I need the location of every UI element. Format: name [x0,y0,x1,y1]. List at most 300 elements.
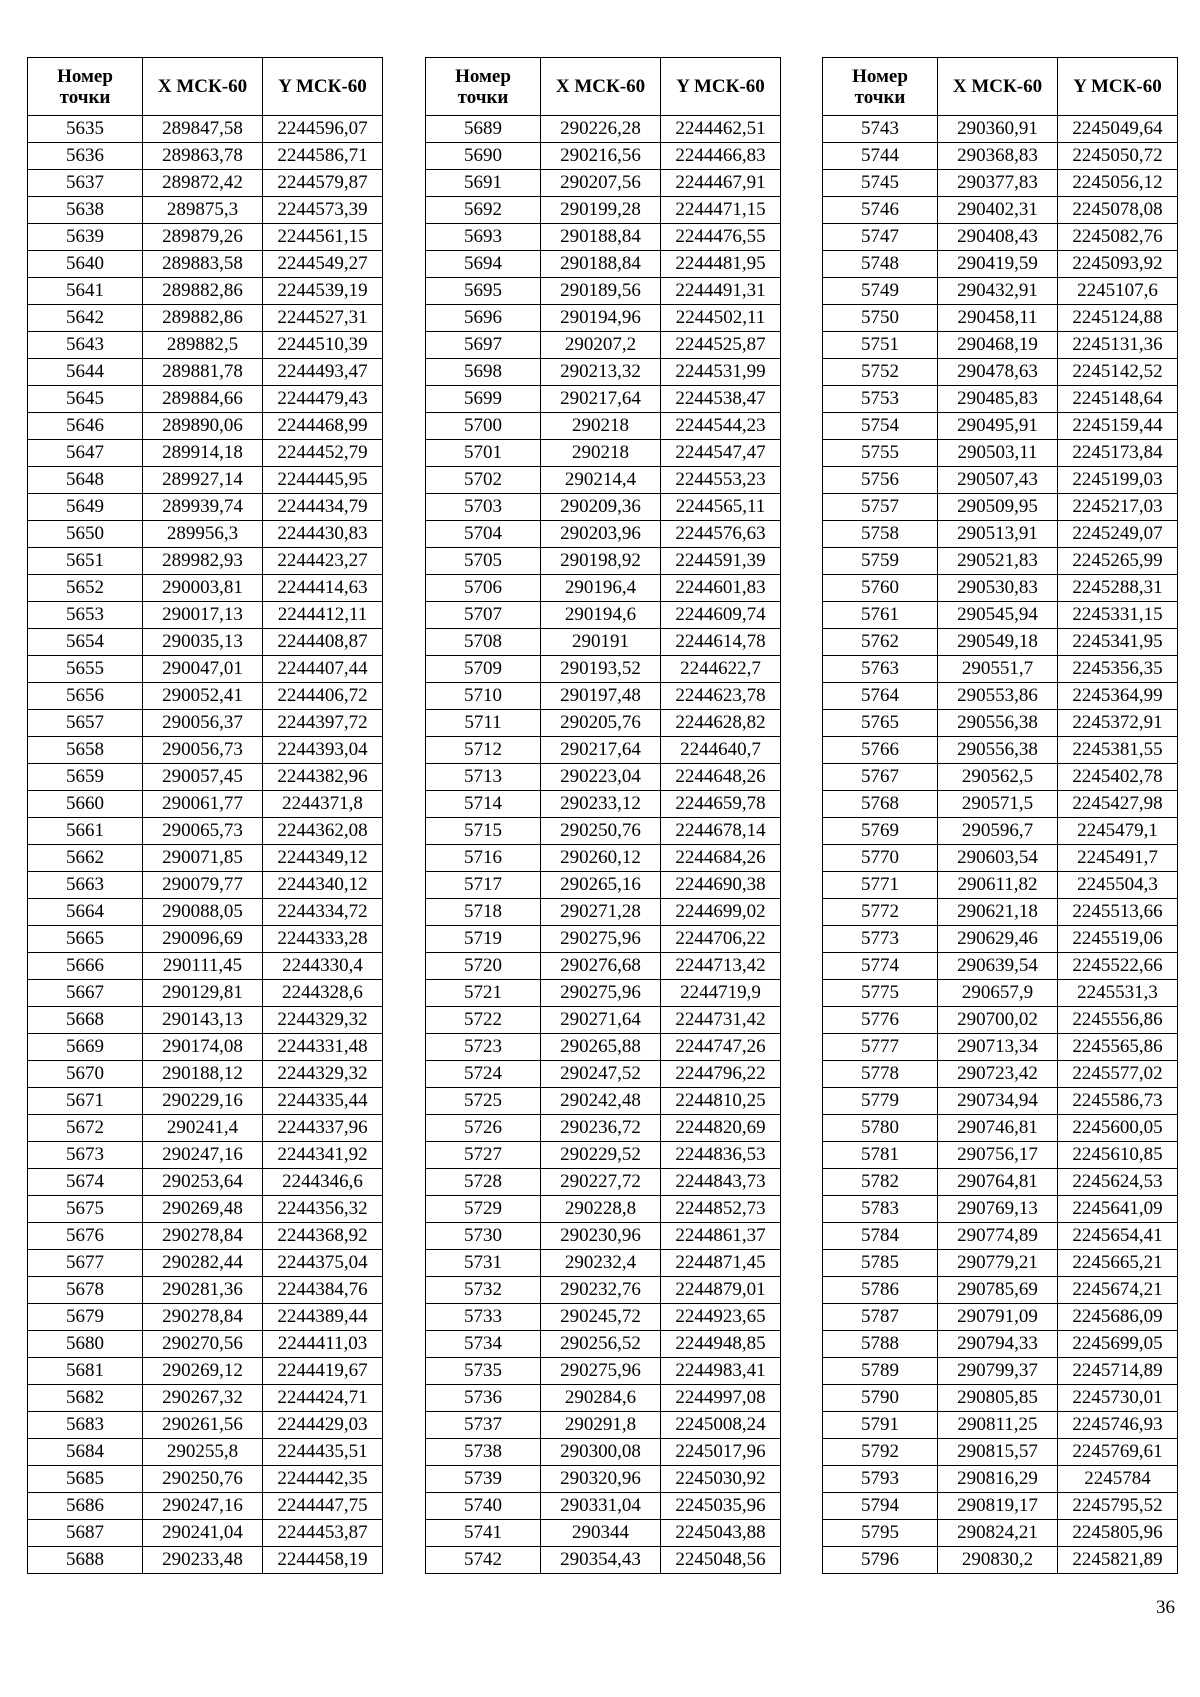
x-coordinate-cell: 290207,56 [541,170,661,197]
y-coordinate-cell: 2244614,78 [661,629,781,656]
x-coordinate-cell: 290245,72 [541,1304,661,1331]
point-number-cell: 5722 [426,1007,541,1034]
point-number-cell: 5662 [28,845,143,872]
x-coordinate-cell: 290275,96 [541,1358,661,1385]
table-row [28,1061,383,1088]
table-row [823,386,1178,413]
y-coordinate-cell: 2244923,65 [661,1304,781,1331]
y-coordinate-cell: 2245265,99 [1058,548,1178,575]
point-number-cell: 5652 [28,575,143,602]
y-coordinate-cell: 2244462,51 [661,116,781,143]
point-number-cell: 5740 [426,1493,541,1520]
table-row [823,656,1178,683]
y-coordinate-cell: 2244466,83 [661,143,781,170]
y-coordinate-cell: 2245513,66 [1058,899,1178,926]
table-row [28,1520,383,1547]
y-coordinate-cell: 2245479,1 [1058,818,1178,845]
point-number-cell: 5760 [823,575,938,602]
x-coordinate-cell: 290815,57 [938,1439,1058,1466]
y-coordinate-header: Y МСК-60 [661,58,781,116]
table-row [426,548,781,575]
point-number-cell: 5664 [28,899,143,926]
y-coordinate-cell: 2244452,79 [263,440,383,467]
table-row [823,683,1178,710]
table-row [823,1115,1178,1142]
point-number-cell: 5687 [28,1520,143,1547]
point-number-cell: 5667 [28,980,143,1007]
y-coordinate-cell: 2244337,96 [263,1115,383,1142]
y-coordinate-cell: 2244601,83 [661,575,781,602]
x-coordinate-cell: 290521,83 [938,548,1058,575]
y-coordinate-cell: 2244596,07 [263,116,383,143]
x-coordinate-cell: 290281,36 [143,1277,263,1304]
table-row [28,1169,383,1196]
table-row [28,1547,383,1574]
point-number-cell: 5660 [28,791,143,818]
point-number-cell: 5772 [823,899,938,926]
table-row [823,1493,1178,1520]
y-coordinate-cell: 2245035,96 [661,1493,781,1520]
table-row [823,710,1178,737]
y-coordinate-cell: 2245577,02 [1058,1061,1178,1088]
x-coordinate-cell: 290819,17 [938,1493,1058,1520]
x-coordinate-cell: 290282,44 [143,1250,263,1277]
y-coordinate-cell: 2245017,96 [661,1439,781,1466]
x-coordinate-cell: 289914,18 [143,440,263,467]
y-coordinate-cell: 2244502,11 [661,305,781,332]
x-coordinate-cell: 290203,96 [541,521,661,548]
point-number-cell: 5717 [426,872,541,899]
x-coordinate-cell: 290079,77 [143,872,263,899]
table-row [28,1331,383,1358]
point-number-cell: 5789 [823,1358,938,1385]
table-row [28,224,383,251]
x-coordinate-cell: 290794,33 [938,1331,1058,1358]
x-coordinate-cell: 290271,28 [541,899,661,926]
x-coordinate-cell: 290217,64 [541,386,661,413]
y-coordinate-cell: 2244706,22 [661,926,781,953]
y-coordinate-cell: 2244442,35 [263,1466,383,1493]
y-coordinate-cell: 2245043,88 [661,1520,781,1547]
y-coordinate-cell: 2245131,36 [1058,332,1178,359]
point-number-cell: 5637 [28,170,143,197]
point-number-cell: 5677 [28,1250,143,1277]
y-coordinate-cell: 2244820,69 [661,1115,781,1142]
point-number-cell: 5714 [426,791,541,818]
y-coordinate-cell: 2244843,73 [661,1169,781,1196]
point-number-cell: 5744 [823,143,938,170]
y-coordinate-cell: 2245714,89 [1058,1358,1178,1385]
x-coordinate-cell: 290205,76 [541,710,661,737]
point-number-cell: 5757 [823,494,938,521]
point-number-cell: 5668 [28,1007,143,1034]
y-coordinate-cell: 2244397,72 [263,710,383,737]
x-coordinate-cell: 290284,6 [541,1385,661,1412]
table-row [823,143,1178,170]
point-number-cell: 5726 [426,1115,541,1142]
x-coordinate-cell: 290785,69 [938,1277,1058,1304]
x-coordinate-cell: 289881,78 [143,359,263,386]
table-row [28,1466,383,1493]
table-row [426,1169,781,1196]
point-number-cell: 5693 [426,224,541,251]
x-coordinate-cell: 290774,89 [938,1223,1058,1250]
x-coordinate-cell: 290432,91 [938,278,1058,305]
point-number-cell: 5706 [426,575,541,602]
y-coordinate-cell: 2244678,14 [661,818,781,845]
point-number-cell: 5643 [28,332,143,359]
point-number-cell: 5720 [426,953,541,980]
y-coordinate-cell: 2244997,08 [661,1385,781,1412]
x-coordinate-cell: 290129,81 [143,980,263,1007]
table-row [823,1520,1178,1547]
y-coordinate-cell: 2245008,24 [661,1412,781,1439]
table-row [426,791,781,818]
x-coordinate-cell: 290377,83 [938,170,1058,197]
y-coordinate-cell: 2245217,03 [1058,494,1178,521]
point-number-cell: 5682 [28,1385,143,1412]
y-coordinate-cell: 2244362,08 [263,818,383,845]
x-coordinate-cell: 290507,43 [938,467,1058,494]
table-row [426,845,781,872]
point-number-cell: 5748 [823,251,938,278]
y-coordinate-cell: 2245504,3 [1058,872,1178,899]
y-coordinate-cell: 2244453,87 [263,1520,383,1547]
table-row [823,791,1178,818]
y-coordinate-cell: 2244690,38 [661,872,781,899]
y-coordinate-cell: 2244368,92 [263,1223,383,1250]
y-coordinate-cell: 2245082,76 [1058,224,1178,251]
x-coordinate-cell: 290065,73 [143,818,263,845]
table-row [823,467,1178,494]
x-coordinate-cell: 290275,96 [541,980,661,1007]
point-number-cell: 5728 [426,1169,541,1196]
x-coordinate-cell: 290629,46 [938,926,1058,953]
x-coordinate-cell: 290199,28 [541,197,661,224]
table-row [426,872,781,899]
table-row [823,1466,1178,1493]
table-row [426,737,781,764]
table-row [823,1277,1178,1304]
point-number-cell: 5704 [426,521,541,548]
table-row [823,1169,1178,1196]
x-coordinate-cell: 290271,64 [541,1007,661,1034]
x-coordinate-cell: 290188,12 [143,1061,263,1088]
x-coordinate-cell: 290764,81 [938,1169,1058,1196]
table-row [28,1277,383,1304]
table-row [426,1520,781,1547]
table-row [426,1358,781,1385]
table-row [426,440,781,467]
x-coordinate-cell: 289882,86 [143,305,263,332]
table-row [823,1007,1178,1034]
point-number-cell: 5725 [426,1088,541,1115]
x-coordinate-cell: 289882,86 [143,278,263,305]
y-coordinate-cell: 2244796,22 [661,1061,781,1088]
table-row [28,170,383,197]
point-number-cell: 5780 [823,1115,938,1142]
x-coordinate-cell: 290545,94 [938,602,1058,629]
table-row [823,926,1178,953]
table-row [28,656,383,683]
point-number-cell: 5732 [426,1277,541,1304]
point-number-cell: 5649 [28,494,143,521]
table-row [823,251,1178,278]
table-row [823,818,1178,845]
x-coordinate-cell: 290232,76 [541,1277,661,1304]
x-coordinate-cell: 290331,04 [541,1493,661,1520]
point-number-cell: 5700 [426,413,541,440]
table-row [28,386,383,413]
point-number-cell: 5674 [28,1169,143,1196]
y-coordinate-cell: 2244747,26 [661,1034,781,1061]
x-coordinate-cell: 290553,86 [938,683,1058,710]
x-coordinate-cell: 290247,16 [143,1142,263,1169]
x-coordinate-cell: 290047,01 [143,656,263,683]
point-number-cell: 5678 [28,1277,143,1304]
table-row [426,926,781,953]
x-coordinate-cell: 290746,81 [938,1115,1058,1142]
y-coordinate-cell: 2245531,3 [1058,980,1178,1007]
point-number-cell: 5766 [823,737,938,764]
point-number-cell: 5783 [823,1196,938,1223]
point-number-cell: 5689 [426,116,541,143]
y-coordinate-cell: 2244328,6 [263,980,383,1007]
table-row [28,1088,383,1115]
x-coordinate-cell: 290209,36 [541,494,661,521]
point-number-cell: 5791 [823,1412,938,1439]
y-coordinate-cell: 2244445,95 [263,467,383,494]
table-row [28,1115,383,1142]
point-number-cell: 5792 [823,1439,938,1466]
y-coordinate-header: Y МСК-60 [263,58,383,116]
x-coordinate-cell: 290213,32 [541,359,661,386]
x-coordinate-cell: 289883,58 [143,251,263,278]
point-number-cell: 5723 [426,1034,541,1061]
point-number-cell: 5709 [426,656,541,683]
point-number-cell: 5657 [28,710,143,737]
table-row [823,899,1178,926]
table-row [426,953,781,980]
x-coordinate-cell: 290556,38 [938,737,1058,764]
page-number: 36 [1156,1597,1175,1618]
table-row [426,1493,781,1520]
point-number-cell: 5787 [823,1304,938,1331]
y-coordinate-cell: 2245641,09 [1058,1196,1178,1223]
x-coordinate-cell: 290485,83 [938,386,1058,413]
y-coordinate-cell: 2245795,52 [1058,1493,1178,1520]
y-coordinate-cell: 2244429,03 [263,1412,383,1439]
point-number-cell: 5775 [823,980,938,1007]
x-coordinate-cell: 290596,7 [938,818,1058,845]
table-row [426,1196,781,1223]
x-coordinate-cell: 290253,64 [143,1169,263,1196]
y-coordinate-cell: 2245331,15 [1058,602,1178,629]
point-number-cell: 5705 [426,548,541,575]
table-row [426,1331,781,1358]
point-number-cell: 5659 [28,764,143,791]
x-coordinate-cell: 290657,9 [938,980,1058,1007]
x-coordinate-cell: 290756,17 [938,1142,1058,1169]
point-number-cell: 5788 [823,1331,938,1358]
y-coordinate-cell: 2244335,44 [263,1088,383,1115]
point-number-cell: 5675 [28,1196,143,1223]
x-coordinate-cell: 290061,77 [143,791,263,818]
x-coordinate-cell: 290269,12 [143,1358,263,1385]
x-coordinate-cell: 290229,52 [541,1142,661,1169]
table-row [823,548,1178,575]
y-coordinate-cell: 2245654,41 [1058,1223,1178,1250]
y-coordinate-cell: 2244356,32 [263,1196,383,1223]
x-coordinate-cell: 290228,8 [541,1196,661,1223]
y-coordinate-cell: 2244407,44 [263,656,383,683]
table-row [426,386,781,413]
point-number-cell: 5715 [426,818,541,845]
point-number-cell: 5648 [28,467,143,494]
x-coordinate-cell: 290217,64 [541,737,661,764]
table-row [28,1142,383,1169]
y-coordinate-cell: 2244648,26 [661,764,781,791]
point-number-cell: 5731 [426,1250,541,1277]
point-number-cell: 5658 [28,737,143,764]
point-number-cell: 5691 [426,170,541,197]
x-coordinate-header: X МСК-60 [938,58,1058,116]
x-coordinate-cell: 290052,41 [143,683,263,710]
y-coordinate-cell: 2245372,91 [1058,710,1178,737]
x-coordinate-cell: 290723,42 [938,1061,1058,1088]
point-number-cell: 5646 [28,413,143,440]
table-row [426,1250,781,1277]
point-number-cell: 5639 [28,224,143,251]
y-coordinate-cell: 2244481,95 [661,251,781,278]
x-coordinate-cell: 290207,2 [541,332,661,359]
y-coordinate-cell: 2245769,61 [1058,1439,1178,1466]
y-coordinate-cell: 2245821,89 [1058,1547,1178,1574]
x-coordinate-cell: 290811,25 [938,1412,1058,1439]
y-coordinate-cell: 2244565,11 [661,494,781,521]
point-number-cell: 5752 [823,359,938,386]
point-number-header: Номер точки [823,58,938,116]
point-number-cell: 5777 [823,1034,938,1061]
table-row [28,332,383,359]
point-number-cell: 5695 [426,278,541,305]
point-number-cell: 5736 [426,1385,541,1412]
x-coordinate-cell: 290174,08 [143,1034,263,1061]
table-row [28,1439,383,1466]
x-coordinate-cell: 290495,91 [938,413,1058,440]
point-number-cell: 5779 [823,1088,938,1115]
point-number-cell: 5661 [28,818,143,845]
table-row [823,1547,1178,1574]
table-row [28,602,383,629]
y-coordinate-cell: 2245048,56 [661,1547,781,1574]
x-coordinate-cell: 290551,7 [938,656,1058,683]
point-number-cell: 5672 [28,1115,143,1142]
point-number-cell: 5767 [823,764,938,791]
y-coordinate-cell: 2244576,63 [661,521,781,548]
y-coordinate-cell: 2244479,43 [263,386,383,413]
x-coordinate-cell: 289927,14 [143,467,263,494]
table-row [28,1034,383,1061]
table-row [28,548,383,575]
point-number-cell: 5738 [426,1439,541,1466]
table-row [28,197,383,224]
x-coordinate-cell: 290003,81 [143,575,263,602]
y-coordinate-cell: 2244622,7 [661,656,781,683]
coordinates-table-2 [425,57,781,1574]
x-coordinate-cell: 290188,84 [541,224,661,251]
point-number-cell: 5786 [823,1277,938,1304]
x-coordinate-cell: 290700,02 [938,1007,1058,1034]
point-number-cell: 5701 [426,440,541,467]
x-coordinate-cell: 289882,5 [143,332,263,359]
x-coordinate-cell: 290250,76 [143,1466,263,1493]
table-row [426,1547,781,1574]
point-number-cell: 5761 [823,602,938,629]
point-number-cell: 5795 [823,1520,938,1547]
point-number-cell: 5681 [28,1358,143,1385]
table-row [426,1385,781,1412]
table-row [823,494,1178,521]
x-coordinate-cell: 290218 [541,440,661,467]
table-row [28,980,383,1007]
point-number-cell: 5793 [823,1466,938,1493]
y-coordinate-cell: 2244628,82 [661,710,781,737]
point-number-cell: 5690 [426,143,541,170]
x-coordinate-cell: 289982,93 [143,548,263,575]
x-coordinate-cell: 290269,48 [143,1196,263,1223]
table-row [823,278,1178,305]
point-number-cell: 5679 [28,1304,143,1331]
x-coordinate-cell: 290408,43 [938,224,1058,251]
table-row [28,1250,383,1277]
table-row [823,332,1178,359]
table-row [426,1061,781,1088]
y-coordinate-cell: 2244510,39 [263,332,383,359]
point-number-header: Номер точки [28,58,143,116]
table-row [28,899,383,926]
point-number-cell: 5698 [426,359,541,386]
y-coordinate-cell: 2245600,05 [1058,1115,1178,1142]
table-row [426,143,781,170]
x-coordinate-cell: 290232,4 [541,1250,661,1277]
x-coordinate-cell: 290278,84 [143,1304,263,1331]
table-row [426,251,781,278]
y-coordinate-cell: 2245686,09 [1058,1304,1178,1331]
x-coordinate-cell: 290056,37 [143,710,263,737]
point-number-cell: 5743 [823,116,938,143]
y-coordinate-cell: 2245142,52 [1058,359,1178,386]
x-coordinate-cell: 290188,84 [541,251,661,278]
point-number-cell: 5741 [426,1520,541,1547]
y-coordinate-cell: 2245078,08 [1058,197,1178,224]
y-coordinate-cell: 2244340,12 [263,872,383,899]
y-coordinate-cell: 2244948,85 [661,1331,781,1358]
x-coordinate-cell: 290071,85 [143,845,263,872]
y-coordinate-cell: 2244684,26 [661,845,781,872]
point-number-cell: 5742 [426,1547,541,1574]
y-coordinate-cell: 2245030,92 [661,1466,781,1493]
table-row [426,899,781,926]
y-coordinate-cell: 2245665,21 [1058,1250,1178,1277]
y-coordinate-cell: 2244471,15 [661,197,781,224]
table-header-row [426,58,781,116]
x-coordinate-cell: 290189,56 [541,278,661,305]
y-coordinate-cell: 2244836,53 [661,1142,781,1169]
x-coordinate-cell: 290193,52 [541,656,661,683]
point-number-cell: 5671 [28,1088,143,1115]
y-coordinate-cell: 2244640,7 [661,737,781,764]
